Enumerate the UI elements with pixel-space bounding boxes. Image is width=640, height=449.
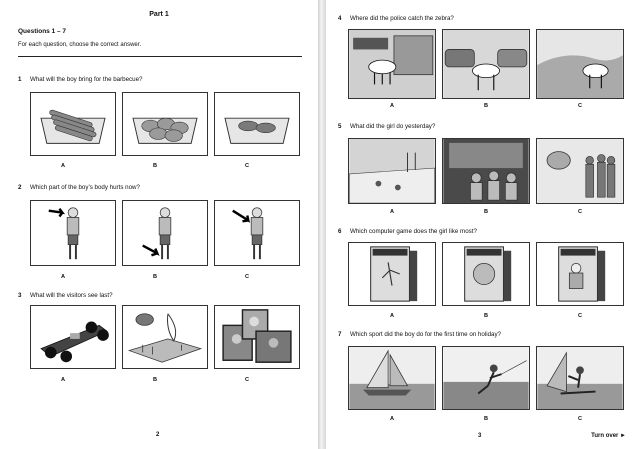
q6-option-a-label: A	[389, 313, 395, 319]
question-3	[18, 292, 113, 299]
q1-option-b-image[interactable]	[122, 92, 208, 156]
q1-option-c-label: C	[244, 163, 250, 169]
q2-option-b-label: B	[152, 274, 158, 280]
q4-option-a-label: A	[389, 103, 395, 109]
question-text: What did the girl do yesterday?	[350, 123, 436, 130]
q6-option-b-label: B	[483, 313, 489, 319]
q7-option-b-image[interactable]	[442, 346, 530, 410]
zebra-car-park-illustration	[443, 30, 529, 98]
q3-option-b-label: B	[152, 377, 158, 383]
question-4	[338, 15, 454, 22]
question-range: Questions 1 – 7	[18, 28, 67, 35]
question-number: 3	[18, 292, 22, 299]
page-number: 2	[156, 432, 160, 438]
q2-option-b-image[interactable]	[122, 200, 208, 266]
portrait-paintings-illustration	[215, 306, 299, 368]
question-7	[338, 331, 501, 338]
left-page	[0, 0, 318, 449]
q1-option-a-image[interactable]	[30, 92, 116, 156]
q4-option-c-image[interactable]	[536, 29, 624, 99]
q7-option-a-image[interactable]	[348, 346, 436, 410]
q5-option-b-image[interactable]	[442, 138, 530, 204]
question-5	[338, 123, 435, 130]
q7-option-b-label: B	[483, 416, 489, 422]
boy-head-arrow-illustration	[31, 201, 115, 265]
jewellery-display-illustration	[123, 306, 207, 368]
question-number: 1	[18, 76, 22, 83]
q3-option-b-image[interactable]	[122, 305, 208, 369]
right-page	[326, 0, 640, 449]
q5-option-a-label: A	[389, 209, 395, 215]
q7-option-c-label: C	[577, 416, 583, 422]
page-gutter	[318, 0, 326, 449]
windsurfing-illustration	[537, 347, 623, 409]
q3-option-a-label: A	[60, 377, 66, 383]
question-number: 7	[338, 331, 342, 338]
question-text: Which computer game does the girl like most?	[350, 228, 477, 235]
boy-arm-arrow-illustration	[215, 201, 299, 265]
q3-option-c-label: C	[244, 377, 250, 383]
q6-option-b-image[interactable]	[442, 242, 530, 306]
q2-option-c-image[interactable]	[214, 200, 300, 266]
question-number: 4	[338, 15, 342, 22]
question-6	[338, 228, 477, 235]
zebra-outside-shop-illustration	[349, 30, 435, 98]
q5-option-a-image[interactable]	[348, 138, 436, 204]
question-number: 6	[338, 228, 342, 235]
q2-option-a-image[interactable]	[30, 200, 116, 266]
question-number: 5	[338, 123, 342, 130]
burgers-tray-illustration	[215, 93, 299, 155]
q2-option-a-label: A	[60, 274, 66, 280]
q5-option-c-label: C	[577, 209, 583, 215]
q1-option-a-label: A	[60, 163, 66, 169]
q4-option-b-label: B	[483, 103, 489, 109]
divider	[18, 56, 302, 57]
water-skiing-illustration	[443, 347, 529, 409]
instruction: For each question, choose the correct answer.	[18, 42, 142, 48]
question-2	[18, 184, 140, 191]
sausages-tray-illustration	[31, 93, 115, 155]
swimming-pool-illustration	[349, 139, 435, 203]
q1-option-c-image[interactable]	[214, 92, 300, 156]
q7-option-c-image[interactable]	[536, 346, 624, 410]
q5-option-c-image[interactable]	[536, 138, 624, 204]
dancer-game-box-illustration	[349, 243, 435, 305]
tiger-game-box-illustration	[443, 243, 529, 305]
q6-option-a-image[interactable]	[348, 242, 436, 306]
cook-game-box-illustration	[537, 243, 623, 305]
turn-over-link[interactable]: Turn over ►	[591, 433, 626, 439]
question-number: 2	[18, 184, 22, 191]
question-text: What will the visitors see last?	[30, 292, 113, 299]
page-number: 3	[478, 433, 482, 439]
cinema-audience-illustration	[443, 139, 529, 203]
q4-option-a-image[interactable]	[348, 29, 436, 99]
question-text: Which part of the boy’s body hurts now?	[30, 184, 140, 191]
q3-option-c-image[interactable]	[214, 305, 300, 369]
question-text: Where did the police catch the zebra?	[350, 15, 454, 22]
zebra-countryside-illustration	[537, 30, 623, 98]
q5-option-b-label: B	[483, 209, 489, 215]
part-title: Part 1	[149, 11, 169, 18]
q6-option-c-image[interactable]	[536, 242, 624, 306]
q4-option-c-label: C	[577, 103, 583, 109]
chicken-tray-illustration	[123, 93, 207, 155]
q2-option-c-label: C	[244, 274, 250, 280]
museum-visitors-illustration	[537, 139, 623, 203]
racing-car-illustration	[31, 306, 115, 368]
boy-leg-arrow-illustration	[123, 201, 207, 265]
q3-option-a-image[interactable]	[30, 305, 116, 369]
sailing-boat-illustration	[349, 347, 435, 409]
q6-option-c-label: C	[577, 313, 583, 319]
question-text: What will the boy bring for the barbecue?	[30, 76, 143, 83]
question-1	[18, 76, 142, 83]
q4-option-b-image[interactable]	[442, 29, 530, 99]
q1-option-b-label: B	[152, 163, 158, 169]
question-text: Which sport did the boy do for the first time on holiday?	[350, 331, 501, 338]
q7-option-a-label: A	[389, 416, 395, 422]
